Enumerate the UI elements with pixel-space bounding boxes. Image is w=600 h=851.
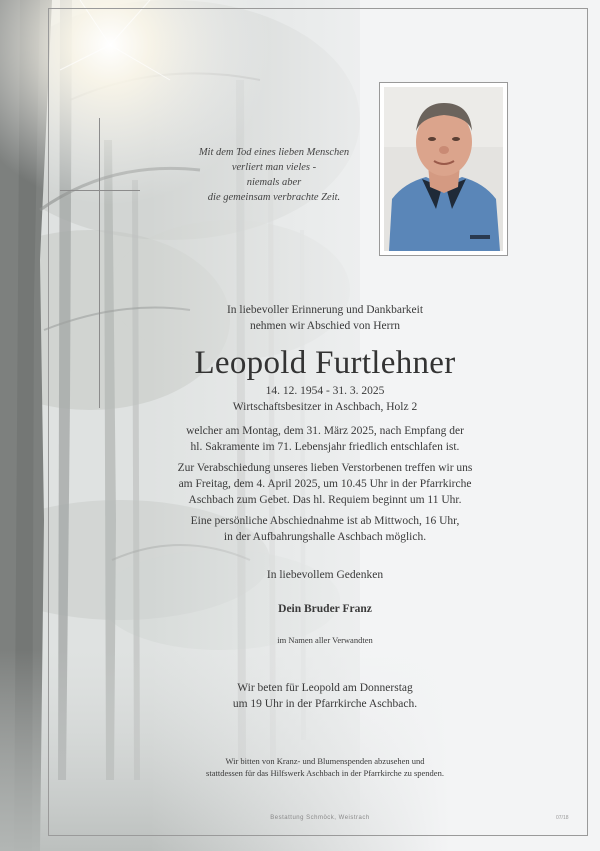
prayer-line: um 19 Uhr in der Pfarrkirche Aschbach. bbox=[232, 698, 418, 710]
poem-line: niemals aber bbox=[246, 177, 302, 188]
paragraph-line: hl. Sakramente im 71. Lebensjahr friedlich entschlafen ist. bbox=[190, 441, 460, 453]
prayer-announcement bbox=[130, 680, 520, 712]
deceased-name: Leopold Furtlehner bbox=[194, 345, 456, 381]
poem-line: die gemeinsam verbrachte Zeit. bbox=[207, 192, 341, 203]
signature-brother: Dein Bruder Franz bbox=[278, 603, 372, 615]
donation-request bbox=[130, 755, 520, 779]
paragraph-line: in der Aufbahrungshalle Aschbach möglich. bbox=[223, 531, 427, 543]
paragraph-line: Zur Verabschiedung unseres lieben Verstorbenen treffen wir uns bbox=[177, 462, 473, 474]
request-line: stattdessen für das Hilfswerk Aschbach in der Pfarrkirche zu spenden. bbox=[206, 768, 444, 778]
portrait-frame bbox=[379, 82, 508, 256]
prayer-line: Wir beten für Leopold am Donnerstag bbox=[237, 682, 413, 694]
intro-text bbox=[130, 302, 520, 334]
paragraph-line: am Freitag, dem 4. April 2025, um 10.45 Uhr in der Pfarrkirche bbox=[178, 478, 472, 490]
life-dates: 14. 12. 1954 - 31. 3. 2025 bbox=[265, 385, 385, 397]
memorial-poem bbox=[180, 145, 368, 205]
occupation: Wirtschaftsbesitzer in Aschbach, Holz 2 bbox=[232, 401, 418, 413]
paragraph-line: Aschbach zum Gebet. Das hl. Requiem beginnt um 11 Uhr. bbox=[188, 494, 462, 506]
intro-line: nehmen wir Abschied von Herrn bbox=[249, 320, 401, 332]
viewing-paragraph bbox=[130, 513, 520, 545]
paragraph-line: welcher am Montag, dem 31. März 2025, nach Empfang der bbox=[186, 425, 464, 437]
request-line: Wir bitten von Kranz- und Blumenspenden abzusehen und bbox=[225, 756, 425, 766]
cross-symbol-horizontal bbox=[60, 190, 140, 191]
death-paragraph bbox=[130, 423, 520, 455]
poem-line: verliert man vieles - bbox=[231, 162, 317, 173]
cross-symbol-vertical bbox=[99, 118, 100, 408]
memory-line: In liebevollem Gedenken bbox=[266, 569, 384, 581]
farewell-paragraph bbox=[130, 460, 520, 508]
intro-line: In liebevoller Erinnerung und Dankbarkeit bbox=[226, 304, 424, 316]
print-code: 07/18 bbox=[556, 815, 569, 821]
portrait-photo bbox=[384, 87, 503, 251]
undertaker-footer: Bestattung Schmöck, Weistrach bbox=[270, 815, 370, 821]
poem-line: Mit dem Tod eines lieben Menschen bbox=[198, 147, 350, 158]
signature-relatives: im Namen aller Verwandten bbox=[277, 635, 373, 645]
deceased-details bbox=[130, 383, 520, 415]
paragraph-line: Eine persönliche Abschiednahme ist ab Mittwoch, 16 Uhr, bbox=[190, 515, 460, 527]
